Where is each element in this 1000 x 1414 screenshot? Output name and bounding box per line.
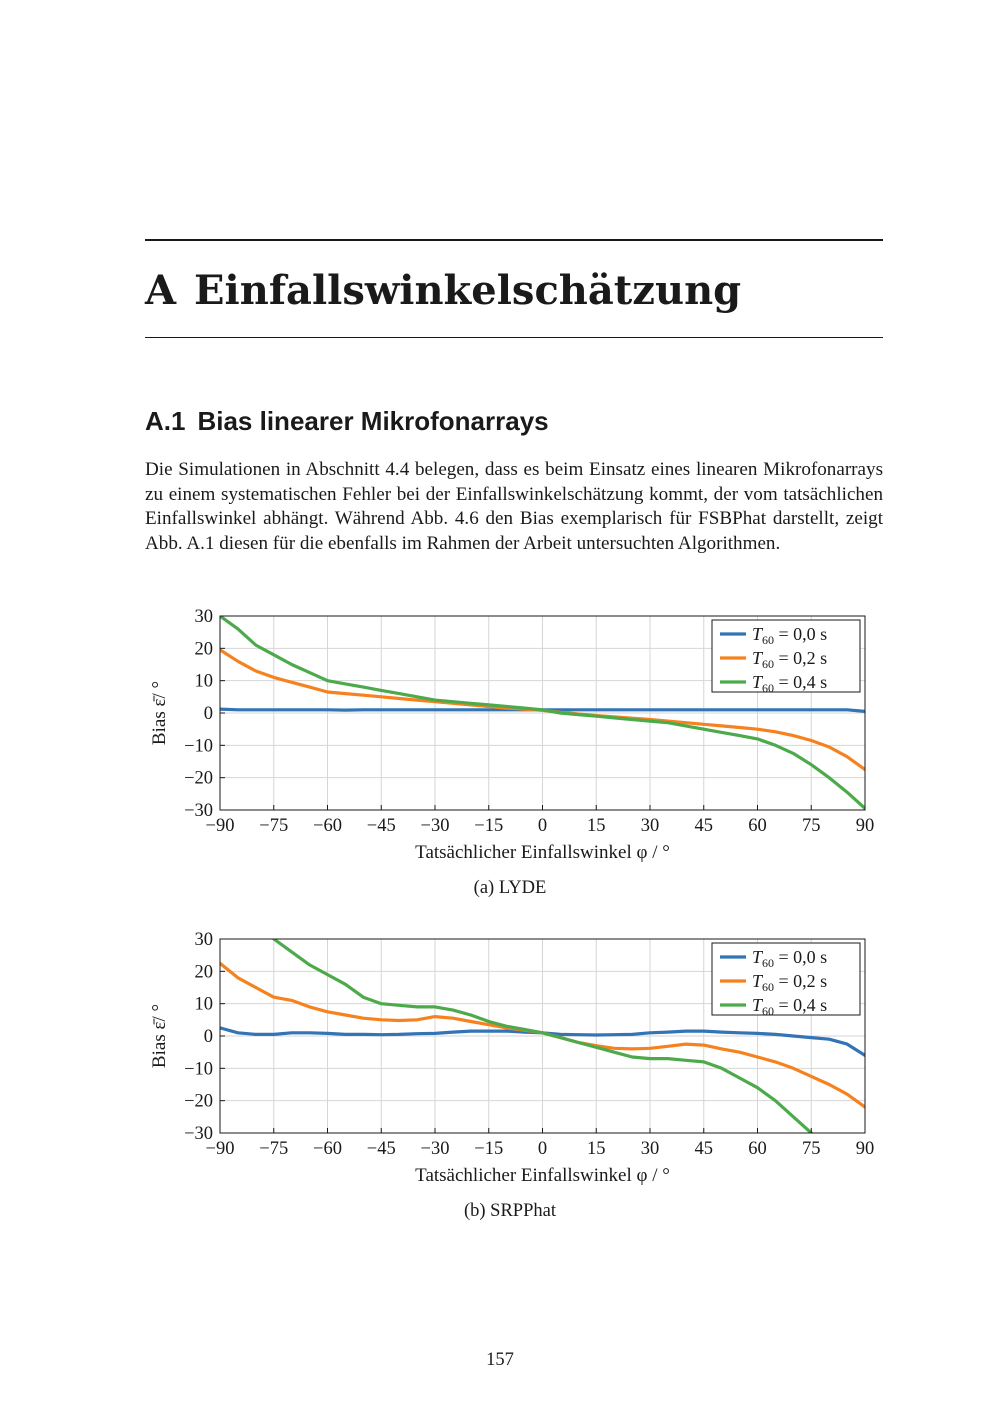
x-tick-label: −30 xyxy=(420,816,450,836)
legend-entry: $T_{60} = 0,4$ s xyxy=(752,672,828,695)
x-tick-label: 0 xyxy=(537,816,548,836)
legend xyxy=(712,943,860,1018)
chapter-title xyxy=(145,262,741,320)
x-axis-label: Tatsächlicher Einfallswinkel φ / ° xyxy=(415,1165,670,1186)
x-tick-label: −15 xyxy=(474,1139,504,1159)
x-tick-label: 90 xyxy=(855,1139,875,1159)
y-axis-label: Bias ε̄/ ° xyxy=(149,680,170,746)
legend-entry: $T_{60} = 0,0$ s xyxy=(752,624,828,647)
x-tick-label: −90 xyxy=(205,816,235,836)
body-paragraph: Die Simulationen in Abschnitt 4.4 belegen, dass es beim Einsatz eines linearen Mikrofonarrays zu einem systematischen Fehler bei der Einfallswinkelschätzung kommt, der vom tatsächlichen Einfallswinkel abhängt. Während Abb. 4.6 den Bias exemplarisch für FSBPhat darstellt, zeigt Abb. A.1 diesen für die ebenfalls im Rahmen der Arbeit untersuchten Algorithmen. xyxy=(145,459,883,554)
y-tick-label: 0 xyxy=(203,704,213,724)
y-tick-label: 30 xyxy=(194,607,213,627)
x-tick-label: 15 xyxy=(587,1139,606,1159)
x-tick-label: 45 xyxy=(694,816,713,836)
legend-entry: $T_{60} = 0,4$ s xyxy=(752,995,828,1018)
x-tick-label: −75 xyxy=(259,816,289,836)
x-axis-label: Tatsächlicher Einfallswinkel φ / ° xyxy=(415,842,670,863)
chapter-number: A xyxy=(145,267,177,314)
x-tick-label: −45 xyxy=(366,1139,396,1159)
figure-a xyxy=(145,600,883,900)
y-tick-label: 30 xyxy=(194,930,213,950)
y-tick-label: −30 xyxy=(184,801,213,821)
x-tick-label: 75 xyxy=(802,816,821,836)
legend xyxy=(712,620,860,695)
y-tick-label: 10 xyxy=(194,671,213,692)
x-tick-label: 75 xyxy=(802,1139,821,1159)
section-title xyxy=(145,402,549,440)
x-tick-label: −30 xyxy=(420,1139,450,1159)
x-tick-label: −60 xyxy=(313,816,342,836)
x-tick-label: −45 xyxy=(366,816,396,836)
section-number: A.1 xyxy=(145,406,186,436)
figure-a-caption: (a) LYDE xyxy=(473,878,547,898)
legend-entry: $T_{60} = 0,0$ s xyxy=(752,947,828,970)
figure-b-caption: (b) SRPPhat xyxy=(463,1201,556,1221)
y-tick-label: −10 xyxy=(184,1059,213,1080)
x-tick-label: 60 xyxy=(748,816,767,836)
y-tick-label: 20 xyxy=(194,962,213,983)
x-tick-label: 15 xyxy=(587,816,606,836)
section-title-text: Bias linearer Mikrofonarrays xyxy=(197,406,549,436)
x-tick-label: −75 xyxy=(259,1139,289,1159)
page-number: 157 xyxy=(486,1350,514,1370)
y-tick-label: −20 xyxy=(184,768,213,789)
chart-srpphat xyxy=(145,923,883,1193)
x-tick-label: 30 xyxy=(640,816,660,836)
chapter-rule xyxy=(145,337,883,338)
y-tick-label: −20 xyxy=(184,1091,213,1112)
figure-b xyxy=(145,923,883,1223)
y-tick-label: 10 xyxy=(194,994,213,1015)
legend-entry: $T_{60} = 0,2$ s xyxy=(752,971,828,994)
x-tick-label: −15 xyxy=(474,816,504,836)
y-tick-label: 20 xyxy=(194,639,213,660)
y-axis-label: Bias ε̄/ ° xyxy=(149,1003,170,1069)
legend-entry: $T_{60} = 0,2$ s xyxy=(752,648,828,671)
x-tick-label: −90 xyxy=(205,1139,235,1159)
y-tick-label: −10 xyxy=(184,736,213,757)
y-tick-label: −30 xyxy=(184,1124,213,1144)
chapter-title-text: Einfallswinkelschätzung xyxy=(194,267,742,314)
x-tick-label: 60 xyxy=(748,1139,767,1159)
chart-lyde xyxy=(145,600,883,870)
x-tick-label: 45 xyxy=(694,1139,713,1159)
x-tick-label: 0 xyxy=(537,1139,548,1159)
top-rule xyxy=(145,239,883,241)
x-tick-label: 30 xyxy=(640,1139,660,1159)
x-tick-label: 90 xyxy=(855,816,875,836)
y-tick-label: 0 xyxy=(203,1027,213,1047)
x-tick-label: −60 xyxy=(313,1139,342,1159)
